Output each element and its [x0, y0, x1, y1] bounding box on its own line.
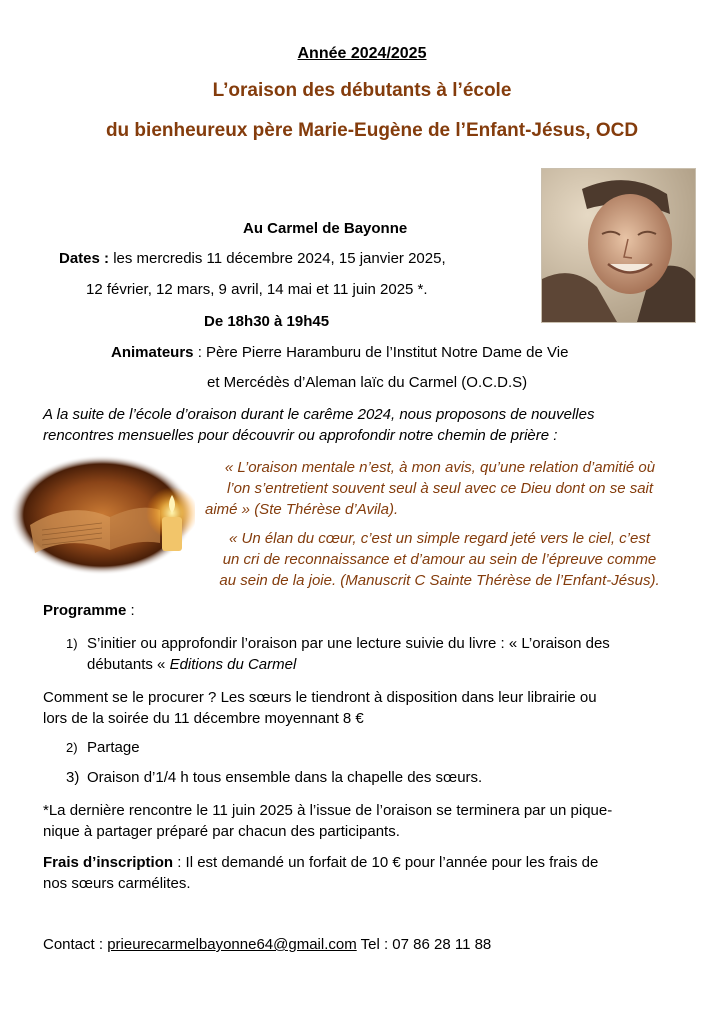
quote-lisieux-line-1: « Un élan du cœur, c’est un simple regard jeté vers le ciel, c’est: [228, 530, 651, 547]
programme-item-1: [66, 633, 706, 675]
dates-line-1: [59, 250, 446, 267]
fees-label: Frais d’inscription: [43, 854, 174, 871]
fees-line-2: nos sœurs carmélites.: [43, 875, 191, 892]
quote-avila: [185, 457, 695, 520]
item-1-line-1: S’initier ou approfondir l’oraison par une lecture suivie du livre : « L’oraison des: [87, 635, 610, 652]
procure-line-2: lors de la soirée du 11 décembre moyennant 8 €: [43, 710, 364, 727]
item-1-publisher: Editions du Carmel: [169, 656, 297, 673]
fees-text-1: : Il est demandé un forfait de 10 € pour l’année pour les frais de: [173, 854, 599, 871]
contact-email-link[interactable]: prieurecarmelbayonne64@gmail.com: [107, 936, 357, 953]
location: Au Carmel de Bayonne: [243, 220, 408, 237]
procure-paragraph: [43, 687, 693, 729]
animators-line-2: et Mercédès d’Aleman laïc du Carmel (O.C.D.S): [207, 374, 528, 391]
item-1-number: 1): [66, 636, 78, 651]
intro-line-2: rencontres mensuelles pour découvrir ou approfondir notre chemin de prière :: [43, 427, 558, 444]
note-paragraph: [43, 800, 693, 842]
quote-lisieux: [182, 528, 697, 591]
fees-paragraph: [43, 852, 693, 894]
note-line-2: nique à partager préparé par chacun des participants.: [43, 823, 400, 840]
dates-line-2: 12 février, 12 mars, 9 avril, 14 mai et 11 juin 2025 *.: [86, 281, 428, 298]
quote-lisieux-line-2: un cri de reconnaissance et d’amour au sein de l’épreuve comme: [222, 551, 657, 568]
quote-lisieux-line-3: au sein de la joie. (Manuscrit C Sainte Thérèse de l’Enfant-Jésus).: [219, 572, 660, 589]
animators-line-1: [111, 344, 568, 361]
animators-label: Animateurs: [111, 344, 194, 361]
programme-item-2: [66, 739, 140, 756]
candle-book-image: [10, 455, 195, 575]
contact-line: [43, 936, 491, 953]
item-1-book-title: débutants «: [87, 656, 170, 673]
fees-line-1: [43, 852, 693, 873]
dates-label: Dates :: [59, 250, 110, 267]
item-2-number: 2): [66, 740, 78, 755]
dates-text-1: les mercredis 11 décembre 2024, 15 janvier 2025,: [109, 250, 446, 267]
time-range: De 18h30 à 19h45: [204, 313, 330, 330]
year-heading: Année 2024/2025: [297, 45, 427, 62]
programme-label-suffix: :: [126, 602, 135, 619]
quote-avila-line-2: l’on s’entretient souvent seul à seul avec ce Dieu dont on se sait: [226, 480, 654, 497]
portrait-photo: [541, 168, 696, 323]
page-subtitle: du bienheureux père Marie-Eugène de l’Enfant-Jésus, OCD: [105, 120, 639, 141]
intro-line-1: A la suite de l’école d’oraison durant le carême 2024, nous proposons de nouvelles: [43, 406, 595, 423]
contact-phone: Tel : 07 86 28 11 88: [356, 936, 492, 953]
quote-avila-line-3: aimé » (Ste Thérèse d’Avila).: [205, 501, 399, 518]
programme-label: Programme: [43, 602, 127, 619]
animators-text-1: : Père Pierre Haramburu de l’Institut Notre Dame de Vie: [193, 344, 569, 361]
programme-item-3: [66, 769, 482, 786]
item-1-line-2: [87, 654, 706, 675]
intro-paragraph: [43, 404, 693, 446]
page-title: L’oraison des débutants à l’école: [212, 80, 512, 101]
contact-label: Contact :: [43, 936, 108, 953]
item-2-text: Partage: [87, 739, 140, 756]
note-line-1: *La dernière rencontre le 11 juin 2025 à l’issue de l’oraison se terminera par un pique-: [43, 802, 613, 819]
procure-line-1: Comment se le procurer ? Les sœurs le tiendront à disposition dans leur librairie ou: [43, 689, 597, 706]
quote-avila-line-1: « L’oraison mentale n’est, à mon avis, qu’une relation d’amitié où: [224, 459, 656, 476]
programme-heading: [43, 602, 135, 619]
item-3-number: 3): [66, 769, 80, 786]
item-3-text: Oraison d’1/4 h tous ensemble dans la chapelle des sœurs.: [87, 769, 483, 786]
